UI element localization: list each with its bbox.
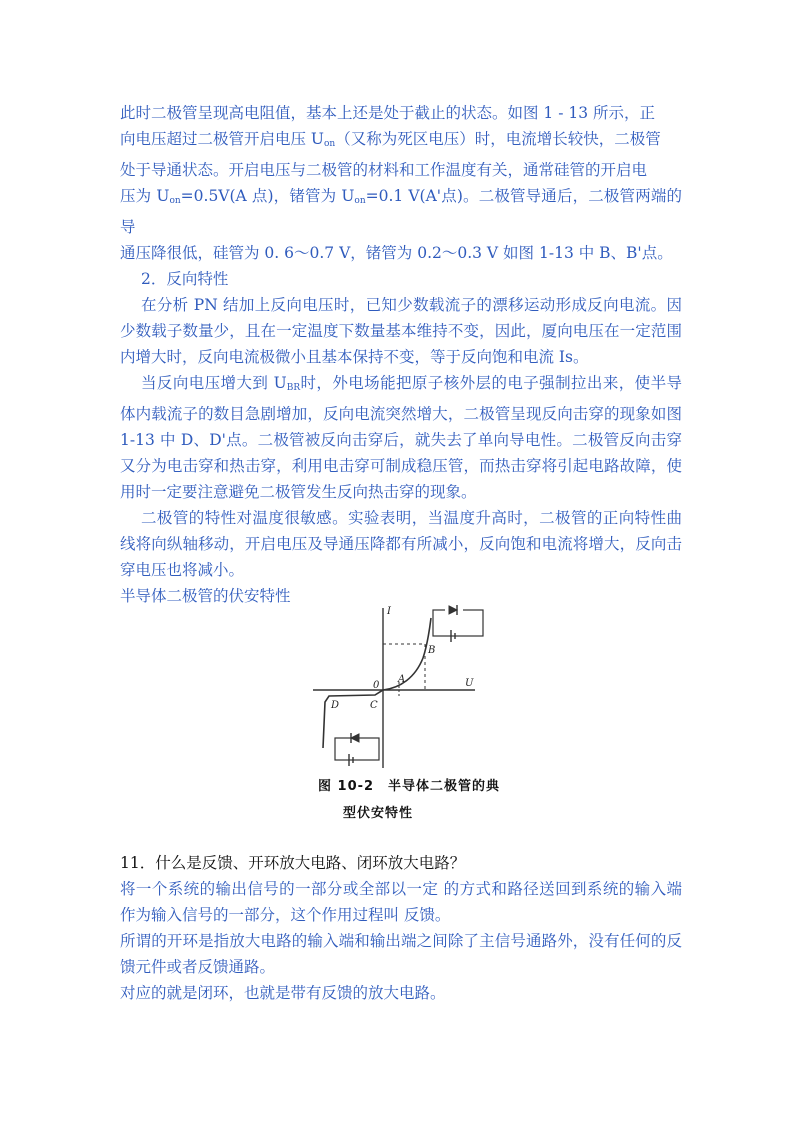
para1-line4a: 压为 U <box>120 187 170 205</box>
para1-line4b: =0.5V(A 点)，锗管为 U <box>180 187 355 205</box>
point-label-a: A <box>398 674 406 685</box>
paragraph-reverse-current: 在分析 PN 结加上反向电压时，已知少数载流子的漂移运动形成反向电流。因少数载子数量少，且在一定温度下数量基本维持不变，因此，厦向电压在一定范围内增大时，反向电流极微小且基本保持不变，等于反向饱和电流 Is。 <box>120 296 682 366</box>
answer-block <box>120 876 682 1006</box>
para1-line2b: （又称为死区电压）时，电流增长较快，二极管 <box>335 130 661 148</box>
axis-label-i: I <box>387 606 391 617</box>
para3-start: 当反向电压增大到 U <box>141 374 287 392</box>
origin-label: 0 <box>373 680 380 691</box>
paragraph-temperature: 二极管的特性对温度很敏感。实验表明，当温度升高时，二极管的正向特性曲线将向纵轴移动，开启电压及导通压降都有所减小，反向饱和电流将增大，反向击穿电压也将减小。 <box>120 509 682 579</box>
para1-line3: 处于导通状态。开启电压与二极管的材料和工作温度有关，通常硅管的开启电 <box>120 161 648 179</box>
answer-feedback-definition: 将一个系统的输出信号的一部分或全部以一定 的方式和路径送回到系统的输入端作为输入信号的一部分，这个作用过程叫 反馈。 <box>120 880 682 924</box>
subscript-br: BR <box>286 383 301 393</box>
figure-caption-line2: 型伏安特性 <box>343 806 414 821</box>
para1-line5: 通压降很低，硅管为 0. 6～0.7 V，锗管为 0.2～0.3 V 如图 1-13 中 B、B'点。 <box>120 244 673 262</box>
point-label-d: D <box>331 700 340 711</box>
para1-line2a: 向电压超过二极管开启电压 U <box>120 130 324 148</box>
forward-curve <box>383 618 431 690</box>
para1-line4c: =0.1 V(A'点)。二极管导通后，二极管两端的导 <box>120 187 683 236</box>
section-title-reverse: 2．反向特性 <box>141 270 229 288</box>
body-text-block <box>120 100 682 609</box>
figure-caption-line1: 图 10-2 半导体二极管的典 <box>318 779 501 794</box>
subscript-on: on <box>324 139 336 149</box>
answer-closed-loop: 对应的就是闭环，也就是带有反馈的放大电路。 <box>120 984 446 1002</box>
subscript-on: on <box>354 196 366 206</box>
para3-rest: 时，外电场能把原子核外层的电子强制拉出来，使半导体内载流子的数目急剧增加，反向电流突然增大，二极管呈现反向击穿的现象如图 1-13 中 D、D'点。二极管被反向击穿后，就失去了单向导电性。二极管反向击穿又分为电击穿和热击穿，利用电击穿可制成稳压管，而热击穿将引起电路故障，使用时一定要注意避免二极管发生反向热击穿的现象。 <box>120 374 682 501</box>
paragraph-forward-characteristic <box>120 100 682 266</box>
point-label-b: B <box>428 645 436 656</box>
paragraph-breakdown <box>120 370 682 505</box>
subscript-on: on <box>169 196 181 206</box>
question-11: 11．什么是反馈、开环放大电路、闭环放大电路？ <box>120 854 466 872</box>
para1-line1: 此时二极管呈现高电阻值，基本上还是处于截止的状态。如图 1 - 13 所示，正 <box>120 104 656 122</box>
forward-circuit-icon <box>433 610 483 636</box>
answer-open-loop: 所谓的开环是指放大电路的输入端和输出端之间除了主信号通路外，没有任何的反馈元件或者反馈通路。 <box>120 932 682 976</box>
point-label-c: C <box>370 700 378 711</box>
axis-label-u: U <box>465 678 474 689</box>
figure-heading: 半导体二极管的伏安特性 <box>120 587 291 605</box>
